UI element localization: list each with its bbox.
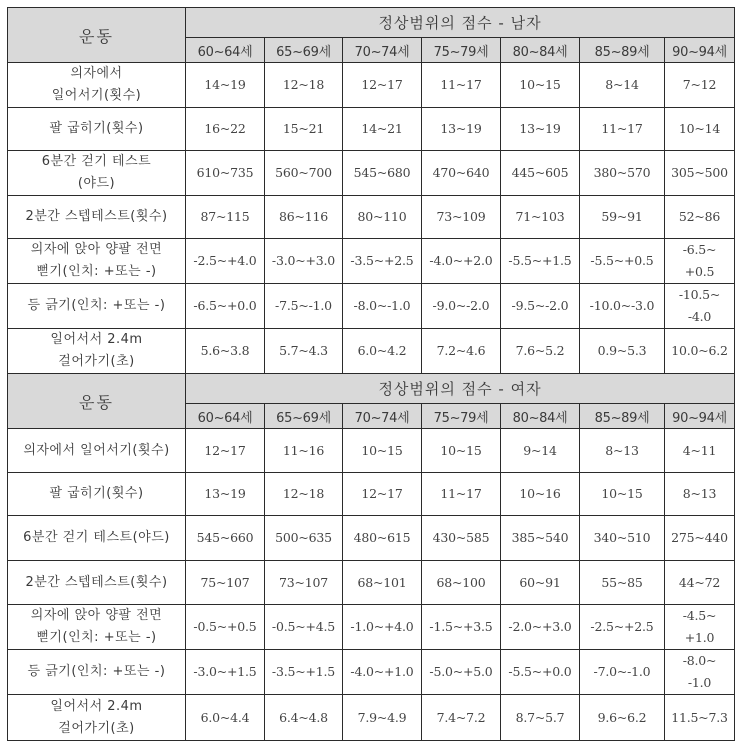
- age-header: 90~94세: [665, 38, 735, 63]
- age-header: 60~64세: [186, 38, 265, 63]
- exercise-column-header: 운동: [8, 8, 186, 63]
- score-range-cell: -2.5~+4.0: [186, 239, 265, 284]
- age-header: 80~84세: [501, 404, 580, 429]
- age-header: 85~89세: [580, 404, 665, 429]
- table-row: [8, 196, 735, 239]
- female-section-title: 정상범위의 점수 - 여자: [186, 374, 735, 404]
- age-header: 70~74세: [343, 404, 422, 429]
- score-range-cell: -0.5~+0.5: [186, 605, 265, 650]
- score-range-cell: 16~22: [186, 108, 265, 151]
- score-range-line: -10.5~: [678, 287, 721, 302]
- exercise-label: [8, 63, 186, 108]
- male-section: [8, 8, 735, 374]
- score-range-cell: -1.5~+3.5: [422, 605, 501, 650]
- score-range-cell: 545~660: [186, 516, 265, 561]
- score-range-cell: 500~635: [265, 516, 343, 561]
- score-range-cell: [665, 605, 735, 650]
- score-range-cell: 80~110: [343, 196, 422, 239]
- exercise-label-line: 의자에서: [70, 66, 123, 81]
- table-row: [8, 516, 735, 561]
- score-range-cell: -8.0~-1.0: [343, 284, 422, 329]
- score-range-cell: -7.5~-1.0: [265, 284, 343, 329]
- table-row: [8, 605, 735, 650]
- score-range-cell: -0.5~+4.5: [265, 605, 343, 650]
- score-range-cell: -5.0~+5.0: [422, 650, 501, 695]
- score-range-cell: 11~17: [422, 473, 501, 516]
- score-range-cell: 68~101: [343, 561, 422, 605]
- exercise-label-line: 2분간 스텝테스트(횟수): [25, 574, 168, 590]
- score-range-cell: 13~19: [501, 108, 580, 151]
- score-range-cell: 7.9~4.9: [343, 695, 422, 741]
- score-range-cell: -3.0~+3.0: [265, 239, 343, 284]
- score-range-cell: 8~13: [580, 429, 665, 473]
- age-header: 65~69세: [265, 404, 343, 429]
- score-range-line: -1.0: [687, 675, 712, 690]
- score-range-cell: 10.0~6.2: [665, 329, 735, 374]
- score-range-cell: 12~17: [343, 63, 422, 108]
- score-range-cell: 305~500: [665, 151, 735, 196]
- score-range-cell: -5.5~+0.5: [580, 239, 665, 284]
- table-row: [8, 151, 735, 196]
- exercise-label-line: 걸어가기(초): [58, 720, 135, 736]
- exercise-label: [8, 196, 186, 239]
- exercise-column-header: 운동: [8, 374, 186, 429]
- score-range-cell: 13~19: [186, 473, 265, 516]
- table-row: [8, 650, 735, 695]
- exercise-label: [8, 605, 186, 650]
- exercise-label-line: 6분간 걷기 테스트(야드): [23, 530, 170, 545]
- table-row: [8, 695, 735, 741]
- score-range-cell: 470~640: [422, 151, 501, 196]
- score-range-cell: -4.0~+1.0: [343, 650, 422, 695]
- score-range-cell: 0.9~5.3: [580, 329, 665, 374]
- table-row: [8, 429, 735, 473]
- age-header: 90~94세: [665, 404, 735, 429]
- score-range-cell: 7.6~5.2: [501, 329, 580, 374]
- score-range-cell: 10~16: [501, 473, 580, 516]
- score-range-cell: 71~103: [501, 196, 580, 239]
- score-range-cell: 52~86: [665, 196, 735, 239]
- score-range-cell: 73~107: [265, 561, 343, 605]
- male-section-title: 정상범위의 점수 - 남자: [186, 8, 735, 38]
- table-row: [8, 473, 735, 516]
- exercise-label-line: 팔 굽히기(횟수): [49, 121, 144, 136]
- score-range-cell: 68~100: [422, 561, 501, 605]
- score-range-cell: 610~735: [186, 151, 265, 196]
- score-range-cell: [665, 650, 735, 695]
- score-range-cell: -3.5~+2.5: [343, 239, 422, 284]
- male-title-row: [8, 8, 735, 38]
- score-range-cell: 11~17: [422, 63, 501, 108]
- exercise-label-line: 걸어가기(초): [58, 354, 135, 369]
- exercise-label-line: (야드): [77, 176, 116, 191]
- score-range-cell: 10~14: [665, 108, 735, 151]
- exercise-label: [8, 429, 186, 473]
- exercise-label-line: 일어서기(횟수): [51, 88, 142, 103]
- score-range-cell: 385~540: [501, 516, 580, 561]
- score-range-cell: -7.0~-1.0: [580, 650, 665, 695]
- score-range-cell: 87~115: [186, 196, 265, 239]
- age-header: 60~64세: [186, 404, 265, 429]
- exercise-label-line: 등 긁기(인치: +또는 -): [27, 664, 166, 679]
- exercise-label-line: 뻗기(인치: +또는 -): [36, 264, 157, 279]
- score-range-cell: -10.0~-3.0: [580, 284, 665, 329]
- exercise-label: [8, 650, 186, 695]
- score-range-cell: 6.0~4.4: [186, 695, 265, 741]
- score-range-cell: -5.5~+0.0: [501, 650, 580, 695]
- exercise-label: [8, 695, 186, 741]
- score-range-cell: 73~109: [422, 196, 501, 239]
- score-range-cell: 44~72: [665, 561, 735, 605]
- female-title-row: [8, 374, 735, 404]
- score-range-cell: 4~11: [665, 429, 735, 473]
- exercise-label-line: 팔 굽히기(횟수): [49, 486, 144, 501]
- score-range-cell: 10~15: [501, 63, 580, 108]
- score-range-cell: 15~21: [265, 108, 343, 151]
- exercise-label-line: 의자에 앉아 양팔 전면: [30, 242, 163, 257]
- senior-fitness-norms-table: [7, 7, 735, 741]
- score-range-cell: -9.5~-2.0: [501, 284, 580, 329]
- score-range-cell: 7.4~7.2: [422, 695, 501, 741]
- score-range-cell: 7.2~4.6: [422, 329, 501, 374]
- score-range-cell: 13~19: [422, 108, 501, 151]
- score-range-line: +1.0: [684, 630, 715, 645]
- table-row: [8, 239, 735, 284]
- score-range-cell: 55~85: [580, 561, 665, 605]
- exercise-label: [8, 151, 186, 196]
- score-range-cell: -5.5~+1.5: [501, 239, 580, 284]
- table-row: [8, 108, 735, 151]
- score-range-line: -6.5~: [682, 242, 717, 257]
- score-range-cell: 14~21: [343, 108, 422, 151]
- score-range-cell: -1.0~+4.0: [343, 605, 422, 650]
- score-range-cell: 11.5~7.3: [665, 695, 735, 741]
- score-range-cell: -9.0~-2.0: [422, 284, 501, 329]
- score-range-cell: 8.7~5.7: [501, 695, 580, 741]
- exercise-label-line: 일어서서 2.4m: [50, 698, 143, 714]
- score-range-cell: 59~91: [580, 196, 665, 239]
- score-range-cell: 8~13: [665, 473, 735, 516]
- score-range-cell: 445~605: [501, 151, 580, 196]
- score-range-cell: -3.5~+1.5: [265, 650, 343, 695]
- score-range-line: -8.0~: [682, 653, 717, 668]
- score-range-cell: 86~116: [265, 196, 343, 239]
- score-range-cell: 9~14: [501, 429, 580, 473]
- score-range-cell: -6.5~+0.0: [186, 284, 265, 329]
- score-range-line: -4.0: [687, 309, 712, 324]
- table-row: [8, 329, 735, 374]
- score-range-cell: 10~15: [343, 429, 422, 473]
- score-range-cell: 5.7~4.3: [265, 329, 343, 374]
- score-range-cell: 8~14: [580, 63, 665, 108]
- exercise-label-line: 뻗기(인치: +또는 -): [36, 630, 157, 645]
- exercise-label-line: 일어서서 2.4m: [50, 332, 143, 347]
- score-range-cell: 75~107: [186, 561, 265, 605]
- age-header: 65~69세: [265, 38, 343, 63]
- exercise-label: [8, 473, 186, 516]
- score-range-cell: 14~19: [186, 63, 265, 108]
- score-range-cell: -3.0~+1.5: [186, 650, 265, 695]
- score-range-cell: 5.6~3.8: [186, 329, 265, 374]
- age-header: 70~74세: [343, 38, 422, 63]
- score-range-cell: 560~700: [265, 151, 343, 196]
- exercise-label: [8, 329, 186, 374]
- score-range-cell: [665, 284, 735, 329]
- age-header: 80~84세: [501, 38, 580, 63]
- score-range-line: -4.5~: [682, 608, 717, 623]
- score-range-cell: 380~570: [580, 151, 665, 196]
- exercise-label-line: 6분간 걷기 테스트: [41, 154, 152, 169]
- score-range-cell: 7~12: [665, 63, 735, 108]
- score-range-cell: 12~17: [343, 473, 422, 516]
- score-range-cell: 545~680: [343, 151, 422, 196]
- score-range-cell: -4.0~+2.0: [422, 239, 501, 284]
- score-range-cell: 480~615: [343, 516, 422, 561]
- age-header: 75~79세: [422, 404, 501, 429]
- score-range-cell: 10~15: [580, 473, 665, 516]
- exercise-label: [8, 239, 186, 284]
- score-range-cell: 12~17: [186, 429, 265, 473]
- score-range-cell: 275~440: [665, 516, 735, 561]
- score-range-cell: 60~91: [501, 561, 580, 605]
- table-row: [8, 284, 735, 329]
- exercise-label-line: 2분간 스텝테스트(횟수): [25, 209, 168, 224]
- score-range-cell: 11~17: [580, 108, 665, 151]
- score-range-cell: 12~18: [265, 473, 343, 516]
- exercise-label: [8, 284, 186, 329]
- score-range-cell: -2.5~+2.5: [580, 605, 665, 650]
- exercise-label: [8, 561, 186, 605]
- score-range-cell: 6.4~4.8: [265, 695, 343, 741]
- exercise-label-line: 의자에서 일어서기(횟수): [23, 442, 170, 458]
- age-header: 85~89세: [580, 38, 665, 63]
- score-range-cell: 10~15: [422, 429, 501, 473]
- exercise-label: [8, 516, 186, 561]
- exercise-label-line: 등 긁기(인치: +또는 -): [27, 298, 166, 313]
- score-range-cell: 340~510: [580, 516, 665, 561]
- table-row: [8, 561, 735, 605]
- score-range-cell: 6.0~4.2: [343, 329, 422, 374]
- exercise-label-line: 의자에 앉아 양팔 전면: [30, 608, 163, 623]
- score-range-cell: 9.6~6.2: [580, 695, 665, 741]
- score-range-cell: -2.0~+3.0: [501, 605, 580, 650]
- exercise-label: [8, 108, 186, 151]
- female-section: [8, 374, 735, 741]
- score-range-line: +0.5: [684, 264, 715, 279]
- score-range-cell: [665, 239, 735, 284]
- table-row: [8, 63, 735, 108]
- score-range-cell: 12~18: [265, 63, 343, 108]
- score-range-cell: 430~585: [422, 516, 501, 561]
- age-header: 75~79세: [422, 38, 501, 63]
- score-range-cell: 11~16: [265, 429, 343, 473]
